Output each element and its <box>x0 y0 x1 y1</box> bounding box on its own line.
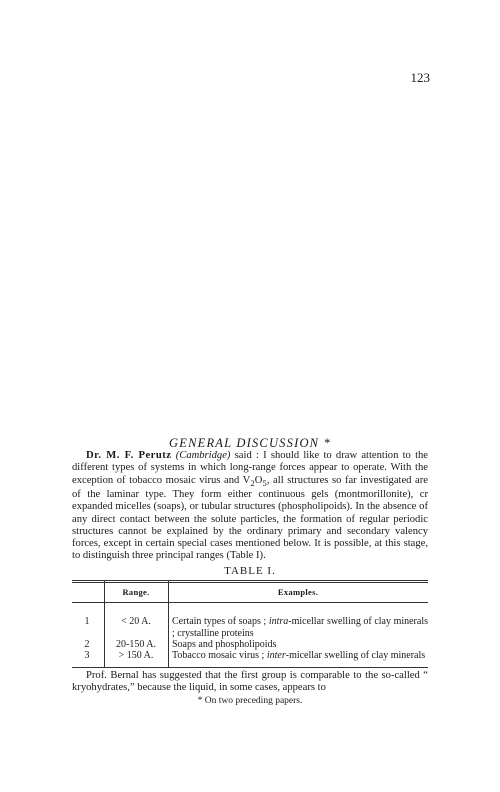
row-number: 2 <box>84 639 90 650</box>
table-top-rule <box>72 580 428 581</box>
row-range: > 150 A. <box>118 650 154 661</box>
speaker-affiliation: (Cambridge) <box>175 450 231 461</box>
footnote: * On two preceding papers. <box>197 696 303 706</box>
intro-text-c: , all structures so far investigated are of the laminar type. They form either continuous gels (montmorillonite), cr expanded micelles (soaps), or tubular structures (phospholipoids). In the absence of any direct contact between the solute particles, the formation of regular periodic structures cannot be explained by the ordinary primary and secondary valency forces, except in certain special cases mentioned below. It is possible, at this stage, to distinguish three principal ranges (Table I). <box>72 474 428 562</box>
table-top-rule-inner <box>72 582 428 583</box>
table-header-rule <box>72 602 428 603</box>
subscript-5: 5 <box>262 477 267 488</box>
table-title: TABLE I. <box>224 565 276 577</box>
row-number: 1 <box>84 616 90 627</box>
row-examples: Tobacco mosaic virus ; inter-micellar swelling of clay minerals <box>172 650 426 661</box>
speaker-name: Dr. M. F. Perutz <box>86 450 172 461</box>
header-examples: Examples. <box>277 587 319 597</box>
section-title: GENERAL DISCUSSION * <box>169 436 331 450</box>
row-number: 3 <box>84 650 90 661</box>
table-bottom-rule <box>72 667 428 668</box>
intro-paragraph <box>72 450 428 563</box>
row-range: < 20 A. <box>121 616 151 627</box>
closing-paragraph: Prof. Bernal has suggested that the first group is comparable to the so-called “ kryohydrates,” because the liquid, in some cases, appears to <box>72 670 428 694</box>
page-number: 123 <box>410 70 430 85</box>
subscript-2: 2 <box>250 477 255 488</box>
row-examples: Certain types of soaps ; intra-micellar swelling of clay minerals ; crystalline proteins <box>172 616 429 639</box>
header-range: Range. <box>122 587 150 597</box>
row-examples: Soaps and phospholipoids <box>172 639 277 650</box>
intro-text-b: O <box>254 474 263 486</box>
intro-text-a: said : I should like to draw attention to the different types of systems in which long-range forces appear to operate. With the exception of tobacco mosaic virus and V <box>72 450 429 486</box>
row-range: 20-150 A. <box>116 639 156 650</box>
